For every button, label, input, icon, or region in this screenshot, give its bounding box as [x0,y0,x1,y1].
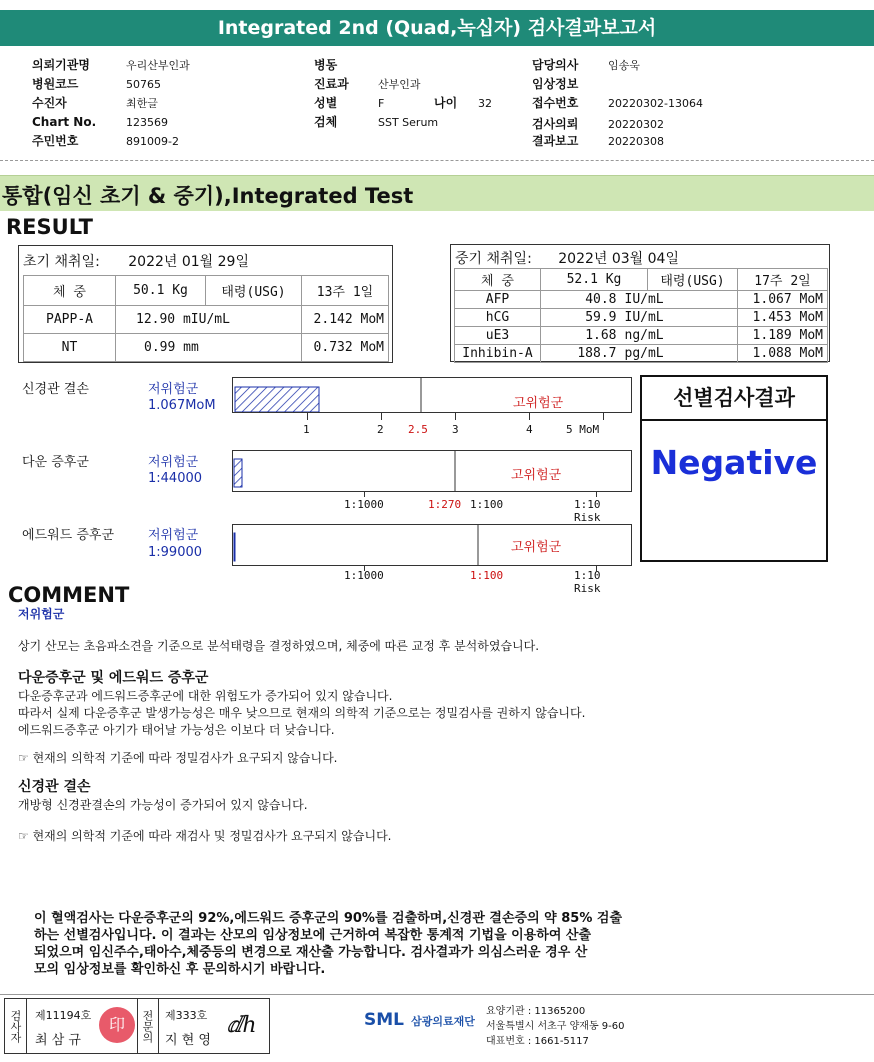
header-col1 [32,56,282,149]
risk-down-value: 1:44000 [148,471,203,486]
early-row-nt [24,334,389,362]
comment-p2c: 에드워드증후군 아기가 태어날 가능성은 이보다 더 낮습니다. [18,723,335,737]
doctor-value: 임송욱 [608,59,640,72]
early-weight-value: 50.1 Kg [116,276,206,306]
comment-p4: 개방형 신경관결손의 가능성이 증가되어 있지 않습니다. [18,798,308,812]
patient-value: 최한글 [126,97,158,110]
edwards-axis-label: 1:1000 [344,569,384,582]
early-date-row [23,251,249,271]
age-value: 32 [478,97,492,110]
down-bar-svg [233,451,631,491]
mid-date-label: 중기 채취일: [455,251,532,267]
mid-row-name: uE3 [455,327,541,345]
mid-weight-label: 체 중 [455,269,541,291]
doctor-label: 담당의사 [532,58,579,72]
mid-ga-label: 태령(USG) [648,269,738,291]
risk-ntd-name: 신경관 결손 [22,382,89,397]
risk-ntd-level: 저위험군 [148,382,199,397]
section-title: 통합(임신 초기 & 중기),Integrated Test [2,184,414,208]
header-info [0,56,874,152]
resident-no-value: 891009-2 [126,135,179,148]
comment-p1: 상기 산모는 초음파소견을 기준으로 분석태령을 결정하였으며, 체중에 따른 교정 후 분석하였습니다. [18,639,540,653]
mid-row-inhibin [455,345,828,363]
report-title: Integrated 2nd (Quad,녹십자) 검사결과보고서 [0,10,874,46]
ntd-axis-label: 1 [303,423,310,436]
risk-graph-ntd [232,377,632,413]
mid-row-mom: 1.189 MoM [738,327,828,345]
down-axis-label: 1:100 [470,498,504,511]
doc-name: 지 현 영 [165,1033,211,1048]
risk-down-level: 저위험군 [148,455,199,470]
screening-title: 선별검사결과 [642,377,826,421]
section-bar [0,175,874,211]
lab-no: 제11194호 [35,1009,92,1022]
mid-trimester-box [450,244,830,362]
down-axis [232,492,632,524]
mid-ga-value: 17주 2일 [738,269,828,291]
mid-row-unit: ng/mL [621,327,738,345]
mid-row-value: 1.68 [541,327,621,345]
early-weight-label: 체 중 [24,276,116,306]
mid-row-mom: 1.453 MoM [738,309,828,327]
org-logo [364,1010,475,1030]
mid-row-hcg [455,309,828,327]
sml-logo-icon: SML [364,1010,404,1030]
ntd-tick [381,413,382,420]
org-line2: 서울특별시 서초구 양재동 9-60 [486,1021,625,1032]
down-tick [364,492,365,497]
down-tick [596,492,597,497]
screening-result-box [640,375,828,562]
dept-label: 진료과 [314,77,349,91]
org-info [486,1004,625,1049]
risk-down-name: 다운 증후군 [22,455,89,470]
early-date-value: 2022년 01월 29일 [128,254,249,270]
doc-no: 제333호 [165,1009,208,1022]
org-line1: 요양기관 : 11365200 [486,1006,586,1017]
age-label: 나이 [434,96,458,110]
down-axis-label: 1:1000 [344,498,384,511]
ntd-risk-bar [235,387,319,412]
comment-sub: 저위험군 [18,607,65,621]
request-date-label: 검사의뢰 [532,117,579,131]
ntd-axis-label-cutoff: 2.5 [408,423,428,436]
comment-p5: ☞ 현재의 의학적 기준에 따라 재검사 및 정밀검사가 요구되지 않습니다. [18,829,392,843]
ntd-axis-label: 4 [526,423,533,436]
ntd-bar-svg [233,378,631,412]
report-date-value: 20220308 [608,135,664,148]
sex-value: F [378,97,385,110]
risk-edwards-level: 저위험군 [148,528,199,543]
footnote-line: 이 혈액검사는 다운증후군의 92%,에드워드 증후군의 90%를 검출하며,신경관 결손증의 약 85% 검출 [34,911,623,926]
ntd-tick [455,413,456,420]
comment-p2b: 따라서 실제 다운증후군 발생가능성은 매우 낮으므로 현재의 의학적 기준으로는 정밀검사를 권하지 않습니다. [18,706,586,720]
edwards-bar-svg [233,525,631,565]
mid-date-value: 2022년 03월 04일 [558,251,679,267]
risk-edwards-name: 에드워드 증후군 [22,528,115,543]
early-row-name: PAPP-A [24,306,116,334]
mid-row-mom: 1.088 MoM [738,345,828,363]
org-name: 삼광의료재단 [411,1015,475,1028]
edwards-axis-label-cutoff: 1:100 [470,569,504,582]
chart-no-value: 123569 [126,116,168,129]
ntd-tick [603,413,604,420]
down-axis-label-cutoff: 1:270 [428,498,462,511]
mid-row-value: 59.9 [541,309,621,327]
edwards-high-label: 고위험군 [511,540,562,555]
comment-p2a: 다운증후군과 에드워드증후군에 대한 위험도가 증가되어 있지 않습니다. [18,689,393,703]
comment-h2: 다운증후군 및 에드워드 증후군 [18,670,209,686]
mid-row-unit: IU/mL [621,291,738,309]
early-row-mom: 2.142 MoM [302,306,389,334]
receipt-no-value: 20220302-13064 [608,97,703,110]
mid-weight-value: 52.1 Kg [541,269,648,291]
result-heading: RESULT [6,215,93,239]
risk-graph-edwards [232,524,632,566]
early-row-pappa [24,306,389,334]
report-date-label: 결과보고 [532,134,579,148]
comment-body [18,605,868,844]
header-col3 [532,56,792,149]
doc-label: 전문의 [137,999,159,1053]
early-trimester-box [18,245,393,363]
specimen-label: 검체 [314,115,338,129]
mid-table [454,268,828,363]
footnote-line: 모의 임상정보를 확인하신 후 문의하시기 바랍니다. [34,962,326,977]
hospital-label: 의뢰기관명 [32,58,90,72]
comment-p3: ☞ 현재의 의학적 기준에 따라 정밀검사가 요구되지 않습니다. [18,751,338,765]
early-row-mom: 0.732 MoM [302,334,389,362]
mid-row-ue3 [455,327,828,345]
ntd-axis-label: 2 [377,423,384,436]
ntd-high-label: 고위험군 [513,396,564,411]
down-risk-bar [234,459,242,487]
hospital-value: 우리산부인과 [126,59,190,72]
signature-icon: ⅆh [227,1013,257,1038]
footnote-line: 하는 선별검사입니다. 이 결과는 산모의 임상정보에 근거하여 복잡한 통계적 기법을 이용하여 산출 [34,928,592,943]
mid-row-value: 188.7 [541,345,621,363]
mid-row-afp [455,291,828,309]
early-row-value: 12.90 mIU/mL [116,306,302,334]
down-high-label: 고위험군 [511,468,562,483]
early-row-value: 0.99 mm [116,334,302,362]
ntd-axis-label: 3 [452,423,459,436]
ntd-tick [307,413,308,420]
risk-edwards-value: 1:99000 [148,545,203,560]
ntd-axis-label: 5 MoM [566,423,600,436]
ward-label: 병동 [314,58,338,72]
comment-h3: 신경관 결손 [18,779,91,795]
early-row-name: NT [24,334,116,362]
mid-row-name: Inhibin-A [455,345,541,363]
chart-no-label: Chart No. [32,115,97,129]
edwards-axis-label: 1:10 Risk [574,569,601,595]
dept-value: 산부인과 [378,78,421,91]
divider [0,160,874,161]
lab-name: 최 삼 규 [35,1033,81,1048]
mid-row-value: 40.8 [541,291,621,309]
sex-label: 성별 [314,96,338,110]
receipt-no-label: 접수번호 [532,96,579,110]
early-date-label: 초기 채취일: [23,254,100,270]
early-ga-value: 13주 1일 [302,276,389,306]
mid-row-name: AFP [455,291,541,309]
risk-graph-down [232,450,632,492]
header-col2 [314,56,534,132]
ntd-axis [232,413,632,435]
footnote-line: 되었으며 임신주수,태아수,체중등의 변경으로 재산출 가능합니다. 검사결과가 의심스러운 경우 산 [34,945,588,960]
edwards-axis [232,566,632,595]
resident-no-label: 주민번호 [32,134,79,148]
signature-block [4,998,270,1054]
early-table [23,275,389,362]
lab-label: 검사자 [5,999,27,1053]
mid-row-unit: IU/mL [621,309,738,327]
edwards-risk-bar [234,533,235,561]
org-line3: 대표번호 : 1661-5117 [486,1036,589,1047]
ntd-tick [529,413,530,420]
clinical-info-label: 임상정보 [532,77,579,91]
request-date-value: 20220302 [608,118,664,131]
screening-result: Negative [650,443,818,482]
mid-row-mom: 1.067 MoM [738,291,828,309]
footer-divider [0,994,874,995]
stamp-seal-icon: 印 [99,1007,135,1043]
footnote [34,910,854,978]
hospital-code-label: 병원코드 [32,77,79,91]
mid-row-name: hCG [455,309,541,327]
mid-row-unit: pg/mL [621,345,738,363]
down-axis-label: 1:10 Risk [574,498,601,524]
hospital-code-value: 50765 [126,78,161,91]
patient-label: 수진자 [32,96,67,110]
risk-ntd-value: 1.067MoM [148,398,216,413]
comment-heading: COMMENT [8,583,130,607]
mid-date-row [455,248,679,268]
early-ga-label: 태령(USG) [206,276,302,306]
specimen-value: SST Serum [378,116,439,129]
